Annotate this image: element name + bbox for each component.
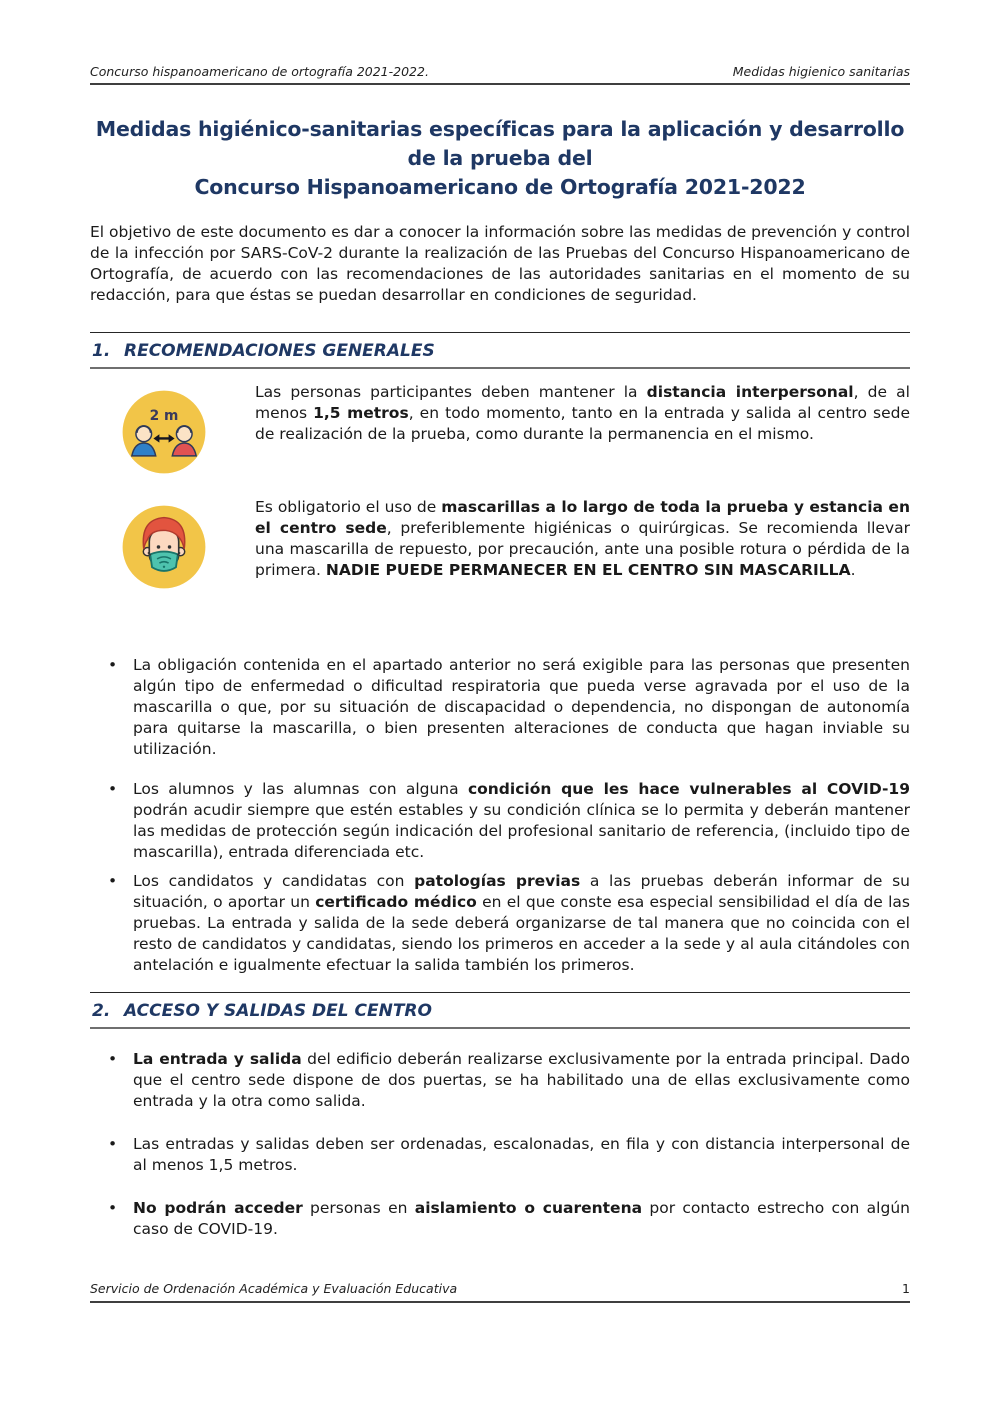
bullet-text: Los candidatos y candidatas con patologías previas a las pruebas deberán informar de su situación, o aportar un certificado médico en el que conste esa especial sensibilidad el día de las pruebas. La entrada y salida de la sede deberá organizarse de tal manera que no coincida con el resto de candidatos y candidatas, siendo los primeros en acceder a la sede y al aula citándoles con antelación e igualmente efectuar la salida también los primeros. <box>133 872 910 974</box>
bullet-marker: • <box>108 780 118 798</box>
title-line-2: de la prueba del <box>407 146 593 170</box>
distance-label: 2 m <box>149 408 179 425</box>
section-1-number: 1. <box>92 341 111 361</box>
bullet-text: No podrán acceder personas en aislamiento o cuarentena por contacto estrecho con algún caso de COVID-19. <box>133 1199 910 1238</box>
bullet-text: Las entradas y salidas deben ser ordenadas, escalonadas, en fila y con distancia interpersonal de al menos 1,5 metros. <box>133 1135 910 1174</box>
intro-paragraph: El objetivo de este documento es dar a conocer la información sobre las medidas de prevención y control de la infección por SARS-CoV-2 durante la realización de las Pruebas del Concurso Hispanoamericano de Ortografía, de acuerdo con las recomendaciones de las autoridades sanitarias en el momento de su redacción, para que éstas se puedan desarrollar en condiciones de seguridad. <box>90 223 911 304</box>
bullet-item <box>90 655 910 760</box>
bullet-item <box>90 871 910 976</box>
list-item-distance <box>90 383 910 478</box>
distance-2m-icon <box>118 386 210 478</box>
bullet-marker: • <box>108 1135 118 1153</box>
bullet-marker: • <box>108 1050 118 1068</box>
bullet-marker: • <box>108 1199 118 1217</box>
bullet-item <box>90 1134 910 1176</box>
footer-left-text: Servicio de Ordenación Académica y Evaluación Educativa <box>90 1281 458 1296</box>
section-1-heading <box>90 332 910 369</box>
mask-paragraph: Es obligatorio el uso de mascarillas a lo largo de toda la prueba y estancia en el centro sede, preferiblemente higiénicas o quirúrgicas. Se recomienda llevar una mascarilla de repuesto, por precaución, ante una posible rotura o pérdida de la primera. NADIE PUEDE PERMANECER EN EL CENTRO SIN MASCARILLA. <box>255 498 911 579</box>
list-item-mask <box>90 498 911 593</box>
section-2-title: ACCESO Y SALIDAS DEL CENTRO <box>124 1001 432 1021</box>
title-line-1: Medidas higiénico-sanitarias específicas para la aplicación y desarrollo <box>95 117 905 141</box>
bullet-text: Los alumnos y las alumnas con alguna condición que les hace vulnerables al COVID-19 podrán acudir siempre que estén estables y su condición clínica se lo permita y deberán mantener las medidas de protección según indicación del profesional sanitario de referencia, (incluido tipo de mascarilla), entrada diferenciada etc. <box>133 780 910 861</box>
page-footer <box>90 1281 910 1303</box>
bullet-item <box>90 1198 910 1240</box>
section-2-heading <box>90 992 910 1029</box>
section-1-title: RECOMENDACIONES GENERALES <box>124 341 435 361</box>
bullet-marker: • <box>108 656 118 674</box>
bullet-item <box>90 1049 910 1112</box>
distance-paragraph: Las personas participantes deben mantener la distancia interpersonal, de al menos 1,5 metros, en todo momento, tanto en la entrada y salida al centro sede de realización de la prueba, como durante la permanencia en el mismo. <box>255 383 910 443</box>
face-mask-icon <box>118 501 210 593</box>
page-number: 1 <box>902 1281 910 1296</box>
page-header <box>90 64 910 85</box>
title-line-3: Concurso Hispanoamericano de Ortografía 2021-2022 <box>194 175 806 199</box>
bullet-marker: • <box>108 872 118 890</box>
page-title <box>90 115 910 202</box>
section-2-number: 2. <box>92 1001 111 1021</box>
bullet-text: La obligación contenida en el apartado anterior no será exigible para las personas que presenten algún tipo de enfermedad o dificultad respiratoria que pueda verse agravada por el uso de la mascarilla o que, por su situación de discapacidad o dependencia, no dispongan de autonomía para quitarse la mascarilla, o bien presenten alteraciones de conducta que hagan inviable su utilización. <box>133 656 910 758</box>
header-left-text: Concurso hispanoamericano de ortografía 2021-2022. <box>90 64 429 79</box>
header-right-text: Medidas higienico sanitarias <box>732 64 910 79</box>
bullet-text: La entrada y salida del edificio deberán realizarse exclusivamente por la entrada principal. Dado que el centro sede dispone de dos puertas, se ha habilitado una de ellas exclusivamente como entrada y la otra como salida. <box>133 1050 910 1110</box>
bullet-item <box>90 779 910 863</box>
